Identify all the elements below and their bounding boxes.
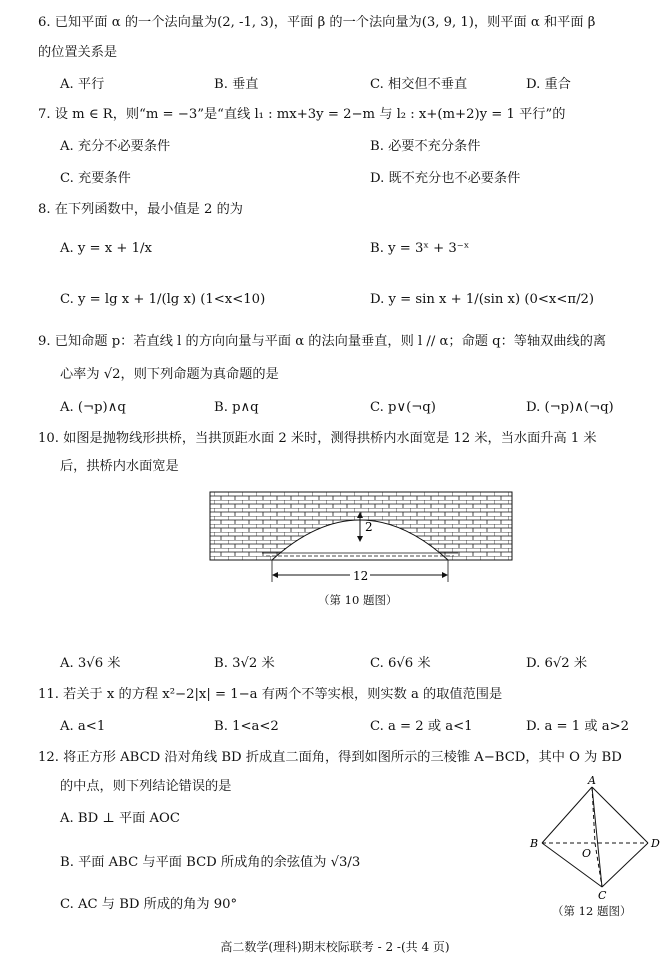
q7-option-b: B. 必要不充分条件: [370, 139, 481, 154]
page-footer: 高二数学(理科)期末校际联考 - 2 -(共 4 页): [220, 940, 450, 954]
q8-stem: 8. 在下列函数中，最小值是 2 的为: [38, 202, 243, 217]
q9-option-b: B. p∧q: [214, 400, 259, 415]
q10-option-b: B. 3√2 米: [214, 656, 275, 671]
q10-stem-line1: 10. 如图是抛物线形拱桥，当拱顶距水面 2 米时，测得拱桥内水面宽是 12 米，当水面升高 1 米: [38, 431, 597, 446]
vertex-d-label: D: [651, 837, 660, 850]
q9-option-a: A. (¬p)∧q: [60, 400, 126, 415]
q8-option-a: A. y = x + 1/x: [60, 241, 152, 256]
q12-option-a: A. BD ⊥ 平面 AOC: [60, 811, 180, 826]
q10-figure-caption: （第 10 题图）: [318, 593, 398, 607]
q11-option-c: C. a = 2 或 a<1: [370, 719, 473, 734]
q8-option-c: C. y = lg x + 1/(lg x) (1<x<10): [60, 292, 266, 307]
vertex-c-label: C: [598, 889, 607, 902]
q6-option-c: C. 相交但不垂直: [370, 77, 468, 92]
q12-stem-line1: 12. 将正方形 ABCD 沿对角线 BD 折成直二面角，得到如图所示的三棱锥 A−BCD，其中 O 为 BD: [38, 750, 622, 765]
q6-stem-line1: 6. 已知平面 α 的一个法向量为(2, -1, 3)，平面 β 的一个法向量为(3, 9, 1)，则平面 α 和平面 β: [38, 15, 596, 30]
q10-stem-line2: 后，拱桥内水面宽是: [60, 459, 179, 474]
vertex-b-label: B: [530, 837, 539, 850]
q7-option-c: C. 充要条件: [60, 171, 131, 186]
q10-option-d: D. 6√2 米: [526, 656, 588, 671]
q12-option-c: C. AC 与 BD 所成的角为 90°: [60, 897, 238, 912]
q10-option-a: A. 3√6 米: [60, 656, 121, 671]
height-label: 2: [365, 520, 373, 534]
q6-option-b: B. 垂直: [214, 77, 259, 92]
vertex-a-label: A: [588, 775, 596, 787]
q11-option-a: A. a<1: [60, 719, 106, 734]
arch-bridge-figure: [200, 484, 520, 609]
q7-option-a: A. 充分不必要条件: [60, 139, 171, 154]
q11-option-b: B. 1<a<2: [214, 719, 279, 734]
q9-option-d: D. (¬p)∧(¬q): [526, 400, 614, 415]
point-o-label: O: [582, 847, 592, 860]
q12-option-b: B. 平面 ABC 与平面 BCD 所成角的余弦值为 √3/3: [60, 855, 361, 870]
q9-stem-line1: 9. 已知命题 p：若直线 l 的方向向量与平面 α 的法向量垂直，则 l // α；命题 q：等轴双曲线的离: [38, 334, 607, 349]
q8-option-b: B. y = 3ˣ + 3⁻ˣ: [370, 241, 470, 256]
q9-option-c: C. p∨(¬q): [370, 400, 436, 415]
q6-option-d: D. 重合: [526, 77, 571, 92]
q8-option-d: D. y = sin x + 1/(sin x) (0<x<π/2): [370, 292, 595, 307]
q6-option-a: A. 平行: [60, 77, 105, 92]
q9-stem-line2: 心率为 √2，则下列命题为真命题的是: [60, 367, 279, 382]
q7-option-d: D. 既不充分也不必要条件: [370, 171, 521, 186]
q6-stem-line2: 的位置关系是: [38, 45, 118, 60]
q10-option-c: C. 6√6 米: [370, 656, 431, 671]
width-label: 12: [353, 569, 369, 583]
q11-stem: 11. 若关于 x 的方程 x²−2|x| = 1−a 有两个不等实根，则实数 a 的取值范围是: [38, 687, 503, 702]
q7-stem: 7. 设 m ∈ R，则“m = −3”是“直线 l₁ : mx+3y = 2−m 与 l₂ : x+(m+2)y = 1 平行”的: [38, 107, 566, 122]
q12-figure-caption: （第 12 题图）: [552, 904, 632, 918]
tetrahedron-figure: [520, 775, 665, 905]
q12-stem-line2: 的中点，则下列结论错误的是: [60, 779, 232, 794]
q11-option-d: D. a = 1 或 a>2: [526, 719, 630, 734]
